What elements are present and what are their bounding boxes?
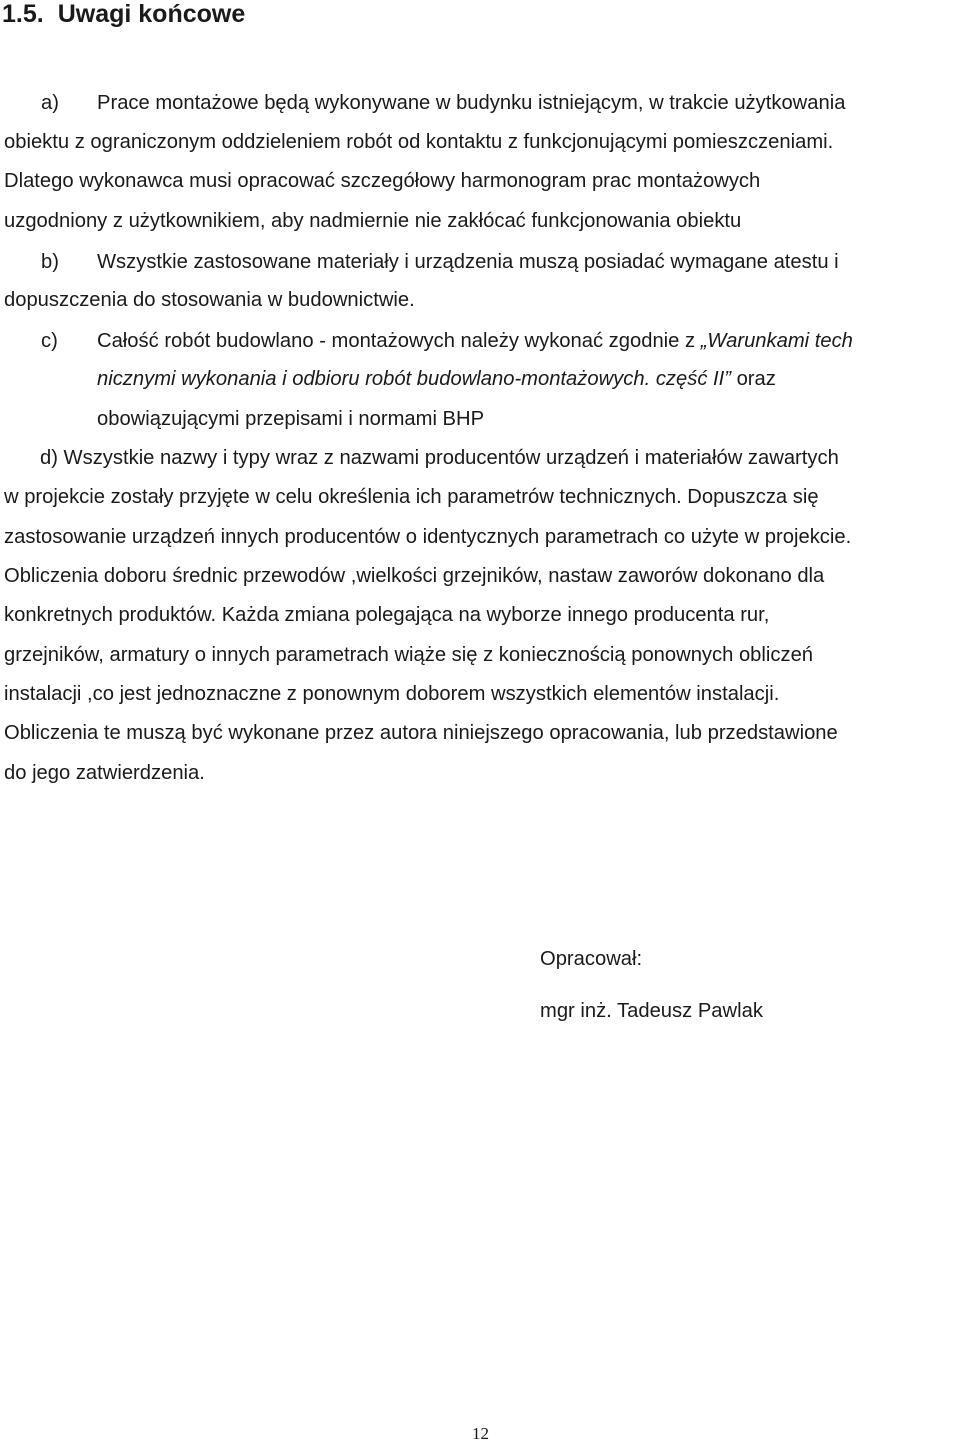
item-b-text-1: Wszystkie zastosowane materiały i urządzenia muszą posiadać wymagane atestu i (97, 251, 839, 273)
item-c-line-2 (97, 366, 776, 392)
item-c-line-3: obowiązującymi przepisami i normami BHP (97, 408, 485, 430)
page-number: 12 (472, 1424, 489, 1443)
item-c-text-1a: Całość robót budowlano - montażowych należy wykonać zgodnie z (97, 330, 701, 352)
item-a-line-1 (41, 90, 846, 116)
item-a-line-3: Dlatego wykonawca musi opracować szczegółowy harmonogram prac montażowych (4, 170, 761, 192)
item-d-line-3: zastosowanie urządzeń innych producentów o identycznych parametrach co użyte w projekcie. (4, 526, 852, 548)
item-d-line-2: w projekcie zostały przyjęte w celu określenia ich parametrów technicznych. Dopuszcza się (4, 486, 819, 508)
section-heading (2, 0, 245, 31)
item-c-line-1 (41, 328, 853, 354)
signature-name: mgr inż. Tadeusz Pawlak (540, 1000, 763, 1022)
signature-label: Opracował: (540, 948, 643, 970)
item-a-line-4: uzgodniony z użytkownikiem, aby nadmiernie nie zakłócać funkcjonowania obiektu (4, 210, 742, 232)
item-d-line-8: Obliczenia te muszą być wykonane przez autora niniejszego opracowania, lub przedstawione (4, 722, 838, 744)
section-number: 1.5. (2, 0, 44, 28)
item-b-line-1 (41, 249, 839, 275)
item-c-marker: c) (41, 330, 58, 352)
item-c-text-2a: nicznymi wykonania i odbioru robót budowlano-montażowych. część II” (97, 368, 731, 390)
item-c-text-1b: „Warunkami tech (700, 330, 853, 352)
item-d-line-6: grzejników, armatury o innych parametrach wiąże się z koniecznością ponownych obliczeń (4, 644, 814, 666)
item-d-line-1: d) Wszystkie nazwy i typy wraz z nazwami producentów urządzeń i materiałów zawartych (40, 447, 839, 469)
item-a-line-2: obiektu z ograniczonym oddzieleniem robót od kontaktu z funkcjonującymi pomieszczeniami. (4, 131, 834, 153)
item-a-text-1: Prace montażowe będą wykonywane w budynku istniejącym, w trakcie użytkowania (97, 92, 846, 114)
item-c-text-2b: oraz (730, 368, 776, 390)
item-a-marker: a) (41, 92, 59, 114)
item-b-line-2: dopuszczenia do stosowania w budownictwie. (4, 289, 415, 311)
item-b-marker: b) (41, 251, 59, 273)
item-d-line-9: do jego zatwierdzenia. (4, 762, 205, 784)
item-d-line-4: Obliczenia doboru średnic przewodów ,wielkości grzejników, nastaw zaworów dokonano dla (4, 565, 825, 587)
item-d-line-5: konkretnych produktów. Każda zmiana polegająca na wyborze innego producenta rur, (4, 604, 770, 626)
section-title: Uwagi końcowe (57, 0, 246, 28)
item-d-line-7: instalacji ,co jest jednoznaczne z ponownym doborem wszystkich elementów instalacji. (4, 683, 780, 705)
